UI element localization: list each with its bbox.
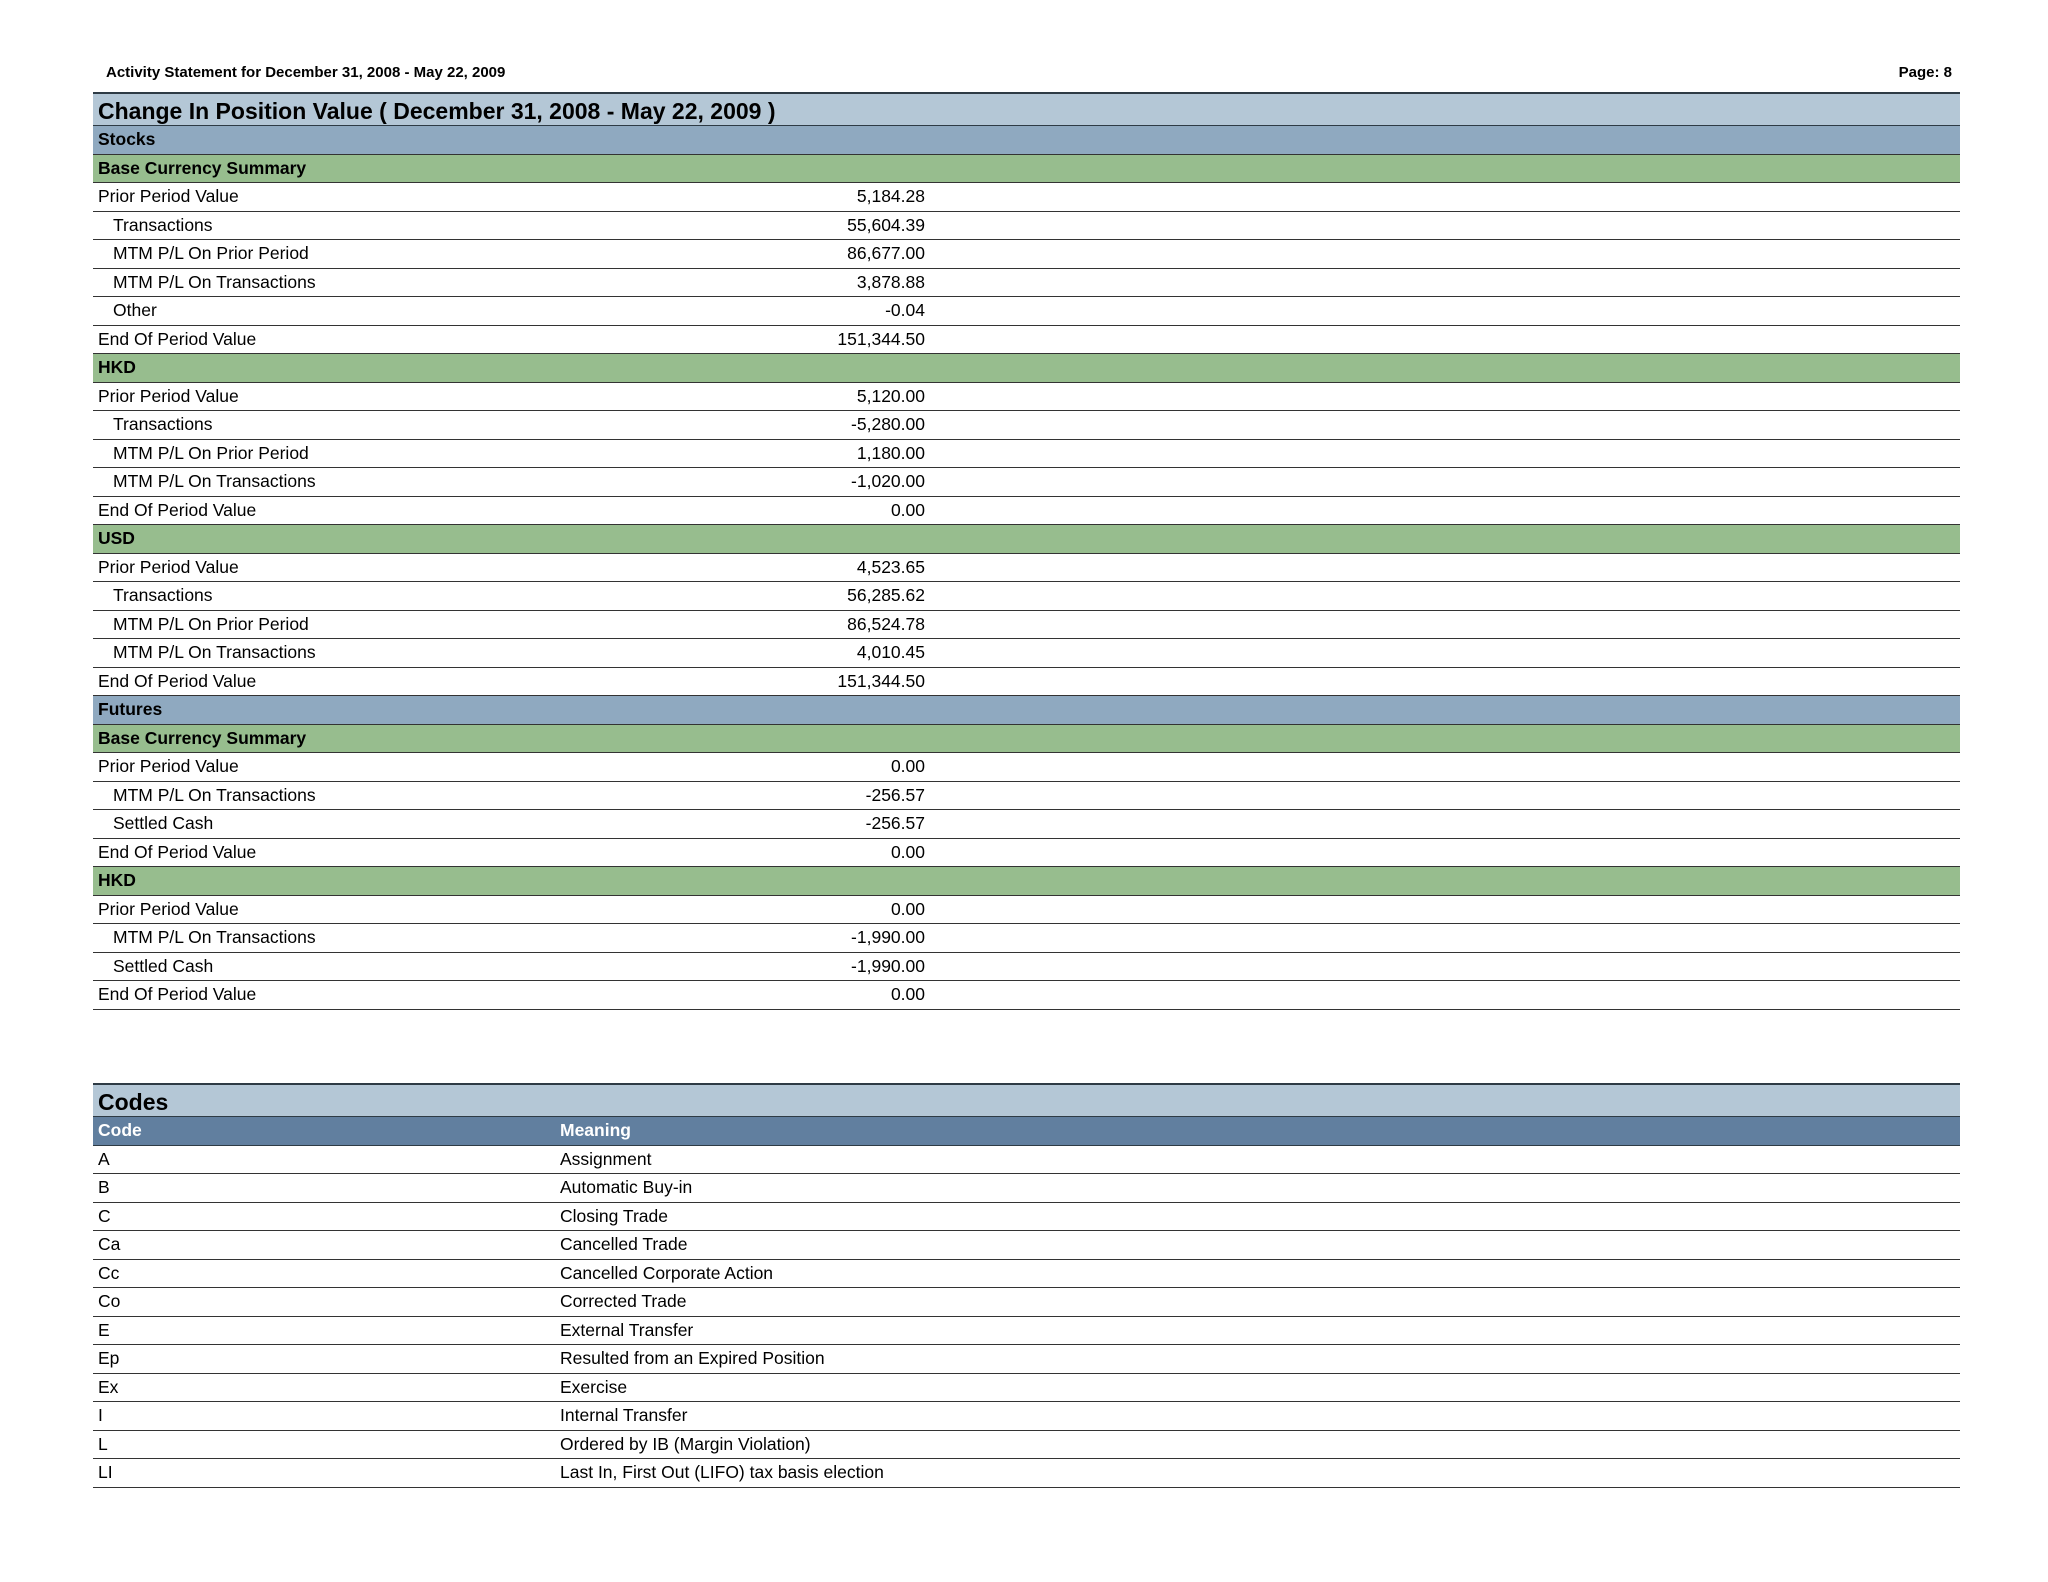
- row-label: End Of Period Value: [98, 328, 257, 349]
- meaning-cell: Last In, First Out (LIFO) tax basis election: [560, 1462, 884, 1483]
- table-row: [93, 1431, 1960, 1460]
- row-label: Prior Period Value: [98, 186, 239, 207]
- row-value: -1,990.00: [851, 955, 925, 976]
- meaning-cell: Closing Trade: [560, 1205, 668, 1226]
- row-value: 0.00: [890, 898, 925, 919]
- meaning-cell: Assignment: [560, 1148, 652, 1169]
- code-cell: I: [98, 1405, 103, 1426]
- code-cell: Ca: [98, 1234, 121, 1255]
- row-value: 86,524.78: [847, 613, 925, 634]
- codes-section: [93, 1083, 1960, 1488]
- row-label: MTM P/L On Transactions: [113, 642, 316, 663]
- codes-column-header: [93, 1117, 1960, 1146]
- code-cell: L: [98, 1433, 108, 1454]
- table-row: [93, 468, 1960, 497]
- meaning-cell: Ordered by IB (Margin Violation): [560, 1433, 811, 1454]
- code-cell: Ep: [98, 1348, 120, 1369]
- meaning-cell: Cancelled Corporate Action: [560, 1262, 774, 1283]
- row-value: 4,010.45: [856, 642, 925, 663]
- row-value: 0.00: [890, 499, 925, 520]
- currency-subheader: [93, 725, 1960, 754]
- subheader-label: Base Currency Summary: [98, 727, 307, 748]
- table-row: [93, 411, 1960, 440]
- row-label: Other: [113, 300, 157, 321]
- table-row: [93, 639, 1960, 668]
- asset-category-header: [93, 126, 1960, 155]
- page-number: Page: 8: [1898, 64, 1952, 81]
- table-row: [93, 839, 1960, 868]
- row-value: 55,604.39: [847, 214, 925, 235]
- code-cell: B: [98, 1177, 110, 1198]
- subheader-label: HKD: [98, 357, 136, 378]
- row-value: 3,878.88: [856, 271, 925, 292]
- table-row: [93, 924, 1960, 953]
- row-label: MTM P/L On Prior Period: [113, 243, 309, 264]
- row-value: 151,344.50: [837, 670, 925, 691]
- row-label: MTM P/L On Transactions: [113, 927, 316, 948]
- table-row: [93, 383, 1960, 412]
- row-value: 151,344.50: [837, 328, 925, 349]
- table-row: [93, 1260, 1960, 1289]
- section-title: Codes: [93, 1083, 1960, 1117]
- row-label: MTM P/L On Transactions: [113, 784, 316, 805]
- table-row: [93, 269, 1960, 298]
- category-label: Stocks: [98, 129, 156, 150]
- row-value: 0.00: [890, 841, 925, 862]
- meaning-cell: Exercise: [560, 1376, 628, 1397]
- table-row: [93, 1231, 1960, 1260]
- row-label: Transactions: [113, 214, 213, 235]
- table-row: [93, 1374, 1960, 1403]
- column-header-code: Code: [98, 1120, 142, 1141]
- table-row: [93, 782, 1960, 811]
- table-row: [93, 1174, 1960, 1203]
- row-value: -256.57: [865, 784, 925, 805]
- asset-category-header: [93, 696, 1960, 725]
- subheader-label: USD: [98, 528, 135, 549]
- row-label: Settled Cash: [113, 955, 214, 976]
- table-row: [93, 1288, 1960, 1317]
- currency-subheader: [93, 155, 1960, 184]
- table-row: [93, 554, 1960, 583]
- table-row: [93, 668, 1960, 697]
- row-value: 56,285.62: [847, 585, 925, 606]
- meaning-cell: Internal Transfer: [560, 1405, 688, 1426]
- table-row: [93, 440, 1960, 469]
- meaning-cell: Cancelled Trade: [560, 1234, 688, 1255]
- statement-title: Activity Statement for December 31, 2008 - May 22, 2009: [106, 64, 506, 81]
- code-cell: A: [98, 1148, 110, 1169]
- code-cell: Co: [98, 1291, 121, 1312]
- table-row: [93, 1317, 1960, 1346]
- table-row: [93, 611, 1960, 640]
- row-label: Transactions: [113, 585, 213, 606]
- row-label: End Of Period Value: [98, 984, 257, 1005]
- row-value: -1,020.00: [851, 471, 925, 492]
- row-label: MTM P/L On Transactions: [113, 471, 316, 492]
- subheader-label: HKD: [98, 870, 136, 891]
- row-label: Prior Period Value: [98, 898, 239, 919]
- row-label: Prior Period Value: [98, 556, 239, 577]
- table-row: [93, 183, 1960, 212]
- table-row: [93, 212, 1960, 241]
- row-value: 0.00: [890, 984, 925, 1005]
- row-label: End Of Period Value: [98, 670, 257, 691]
- code-cell: C: [98, 1205, 111, 1226]
- meaning-cell: Resulted from an Expired Position: [560, 1348, 825, 1369]
- table-row: [93, 1345, 1960, 1374]
- row-label: MTM P/L On Prior Period: [113, 442, 309, 463]
- page-header: [106, 64, 1952, 81]
- table-row: [93, 810, 1960, 839]
- table-row: [93, 326, 1960, 355]
- code-cell: Cc: [98, 1262, 120, 1283]
- change-in-position-section: [93, 92, 1960, 1010]
- row-value: -5,280.00: [851, 414, 925, 435]
- row-value: -256.57: [865, 813, 925, 834]
- row-label: Prior Period Value: [98, 385, 239, 406]
- row-label: End Of Period Value: [98, 499, 257, 520]
- row-label: MTM P/L On Prior Period: [113, 613, 309, 634]
- code-cell: E: [98, 1319, 110, 1340]
- table-row: [93, 1203, 1960, 1232]
- table-row: [93, 981, 1960, 1010]
- category-label: Futures: [98, 699, 163, 720]
- table-row: [93, 297, 1960, 326]
- row-label: Prior Period Value: [98, 756, 239, 777]
- subheader-label: Base Currency Summary: [98, 157, 307, 178]
- table-row: [93, 753, 1960, 782]
- table-row: [93, 497, 1960, 526]
- code-cell: Ex: [98, 1376, 119, 1397]
- row-value: 86,677.00: [847, 243, 925, 264]
- table-row: [93, 896, 1960, 925]
- codes-table: [93, 1146, 1960, 1488]
- row-value: 5,120.00: [856, 385, 925, 406]
- table-row: [93, 240, 1960, 269]
- row-label: End Of Period Value: [98, 841, 257, 862]
- column-header-meaning: Meaning: [560, 1120, 631, 1141]
- row-value: 0.00: [890, 756, 925, 777]
- currency-subheader: [93, 867, 1960, 896]
- code-cell: LI: [98, 1462, 113, 1483]
- row-value: 4,523.65: [856, 556, 925, 577]
- table-row: [93, 953, 1960, 982]
- currency-subheader: [93, 525, 1960, 554]
- section-title: Change In Position Value ( December 31, 2008 - May 22, 2009 ): [93, 92, 1960, 126]
- row-label: Transactions: [113, 414, 213, 435]
- row-value: -0.04: [885, 300, 925, 321]
- currency-subheader: [93, 354, 1960, 383]
- row-value: 5,184.28: [856, 186, 925, 207]
- row-value: 1,180.00: [856, 442, 925, 463]
- meaning-cell: External Transfer: [560, 1319, 694, 1340]
- table-row: [93, 1146, 1960, 1175]
- row-label: MTM P/L On Transactions: [113, 271, 316, 292]
- table-row: [93, 1402, 1960, 1431]
- table-row: [93, 1459, 1960, 1488]
- row-label: Settled Cash: [113, 813, 214, 834]
- row-value: -1,990.00: [851, 927, 925, 948]
- table-row: [93, 582, 1960, 611]
- change-in-position-table: [93, 126, 1960, 1010]
- meaning-cell: Automatic Buy-in: [560, 1177, 693, 1198]
- meaning-cell: Corrected Trade: [560, 1291, 687, 1312]
